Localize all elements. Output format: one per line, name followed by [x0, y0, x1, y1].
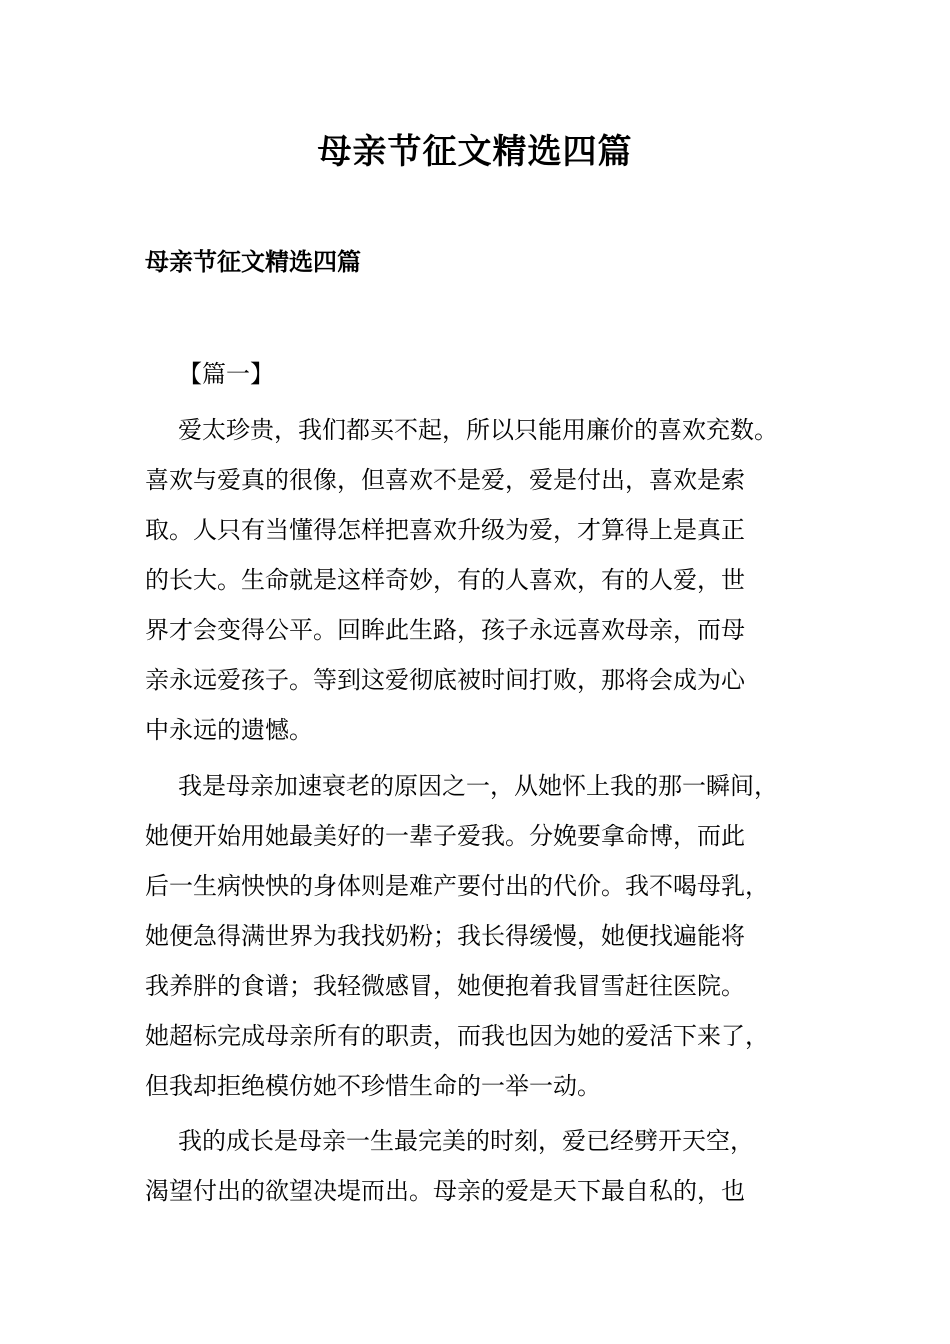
paragraph-line: 我是母亲加速衰老的原因之一，从她怀上我的那一瞬间，	[178, 772, 778, 800]
paragraph-line: 中永远的遗憾。	[145, 716, 313, 744]
paragraph-line: 界才会变得公平。回眸此生路，孩子永远喜欢母亲，而母	[145, 616, 745, 644]
paragraph-line: 爱太珍贵，我们都买不起，所以只能用廉价的喜欢充数。	[178, 416, 778, 444]
paragraph-line: 亲永远爱孩子。等到这爱彻底被时间打败，那将会成为心	[145, 666, 745, 694]
document-subtitle: 母亲节征文精选四篇	[145, 248, 361, 276]
paragraph-line: 她便开始用她最美好的一辈子爱我。分娩要拿命博，而此	[145, 822, 745, 850]
paragraph-line: 的长大。生命就是这样奇妙，有的人喜欢，有的人爱，世	[145, 566, 745, 594]
paragraph-line: 但我却拒绝模仿她不珍惜生命的一举一动。	[145, 1072, 601, 1100]
paragraph-line: 我养胖的食谱；我轻微感冒，她便抱着我冒雪赶往医院。	[145, 972, 745, 1000]
paragraph-line: 她便急得满世界为我找奶粉；我长得缓慢，她便找遍能将	[145, 922, 745, 950]
paragraph-line: 渴望付出的欲望决堤而出。母亲的爱是天下最自私的，也	[145, 1177, 745, 1205]
paragraph-line: 她超标完成母亲所有的职责，而我也因为她的爱活下来了，	[145, 1022, 769, 1050]
paragraph-line: 喜欢与爱真的很像，但喜欢不是爱，爱是付出，喜欢是索	[145, 466, 745, 494]
document-title: 母亲节征文精选四篇	[317, 132, 633, 172]
paragraph-line: 后一生病怏怏的身体则是难产要付出的代价。我不喝母乳，	[145, 872, 769, 900]
paragraph-line: 我的成长是母亲一生最完美的时刻，爱已经劈开天空，	[178, 1127, 754, 1155]
section-label: 【篇一】	[178, 360, 274, 388]
paragraph-line: 取。人只有当懂得怎样把喜欢升级为爱，才算得上是真正	[145, 516, 745, 544]
